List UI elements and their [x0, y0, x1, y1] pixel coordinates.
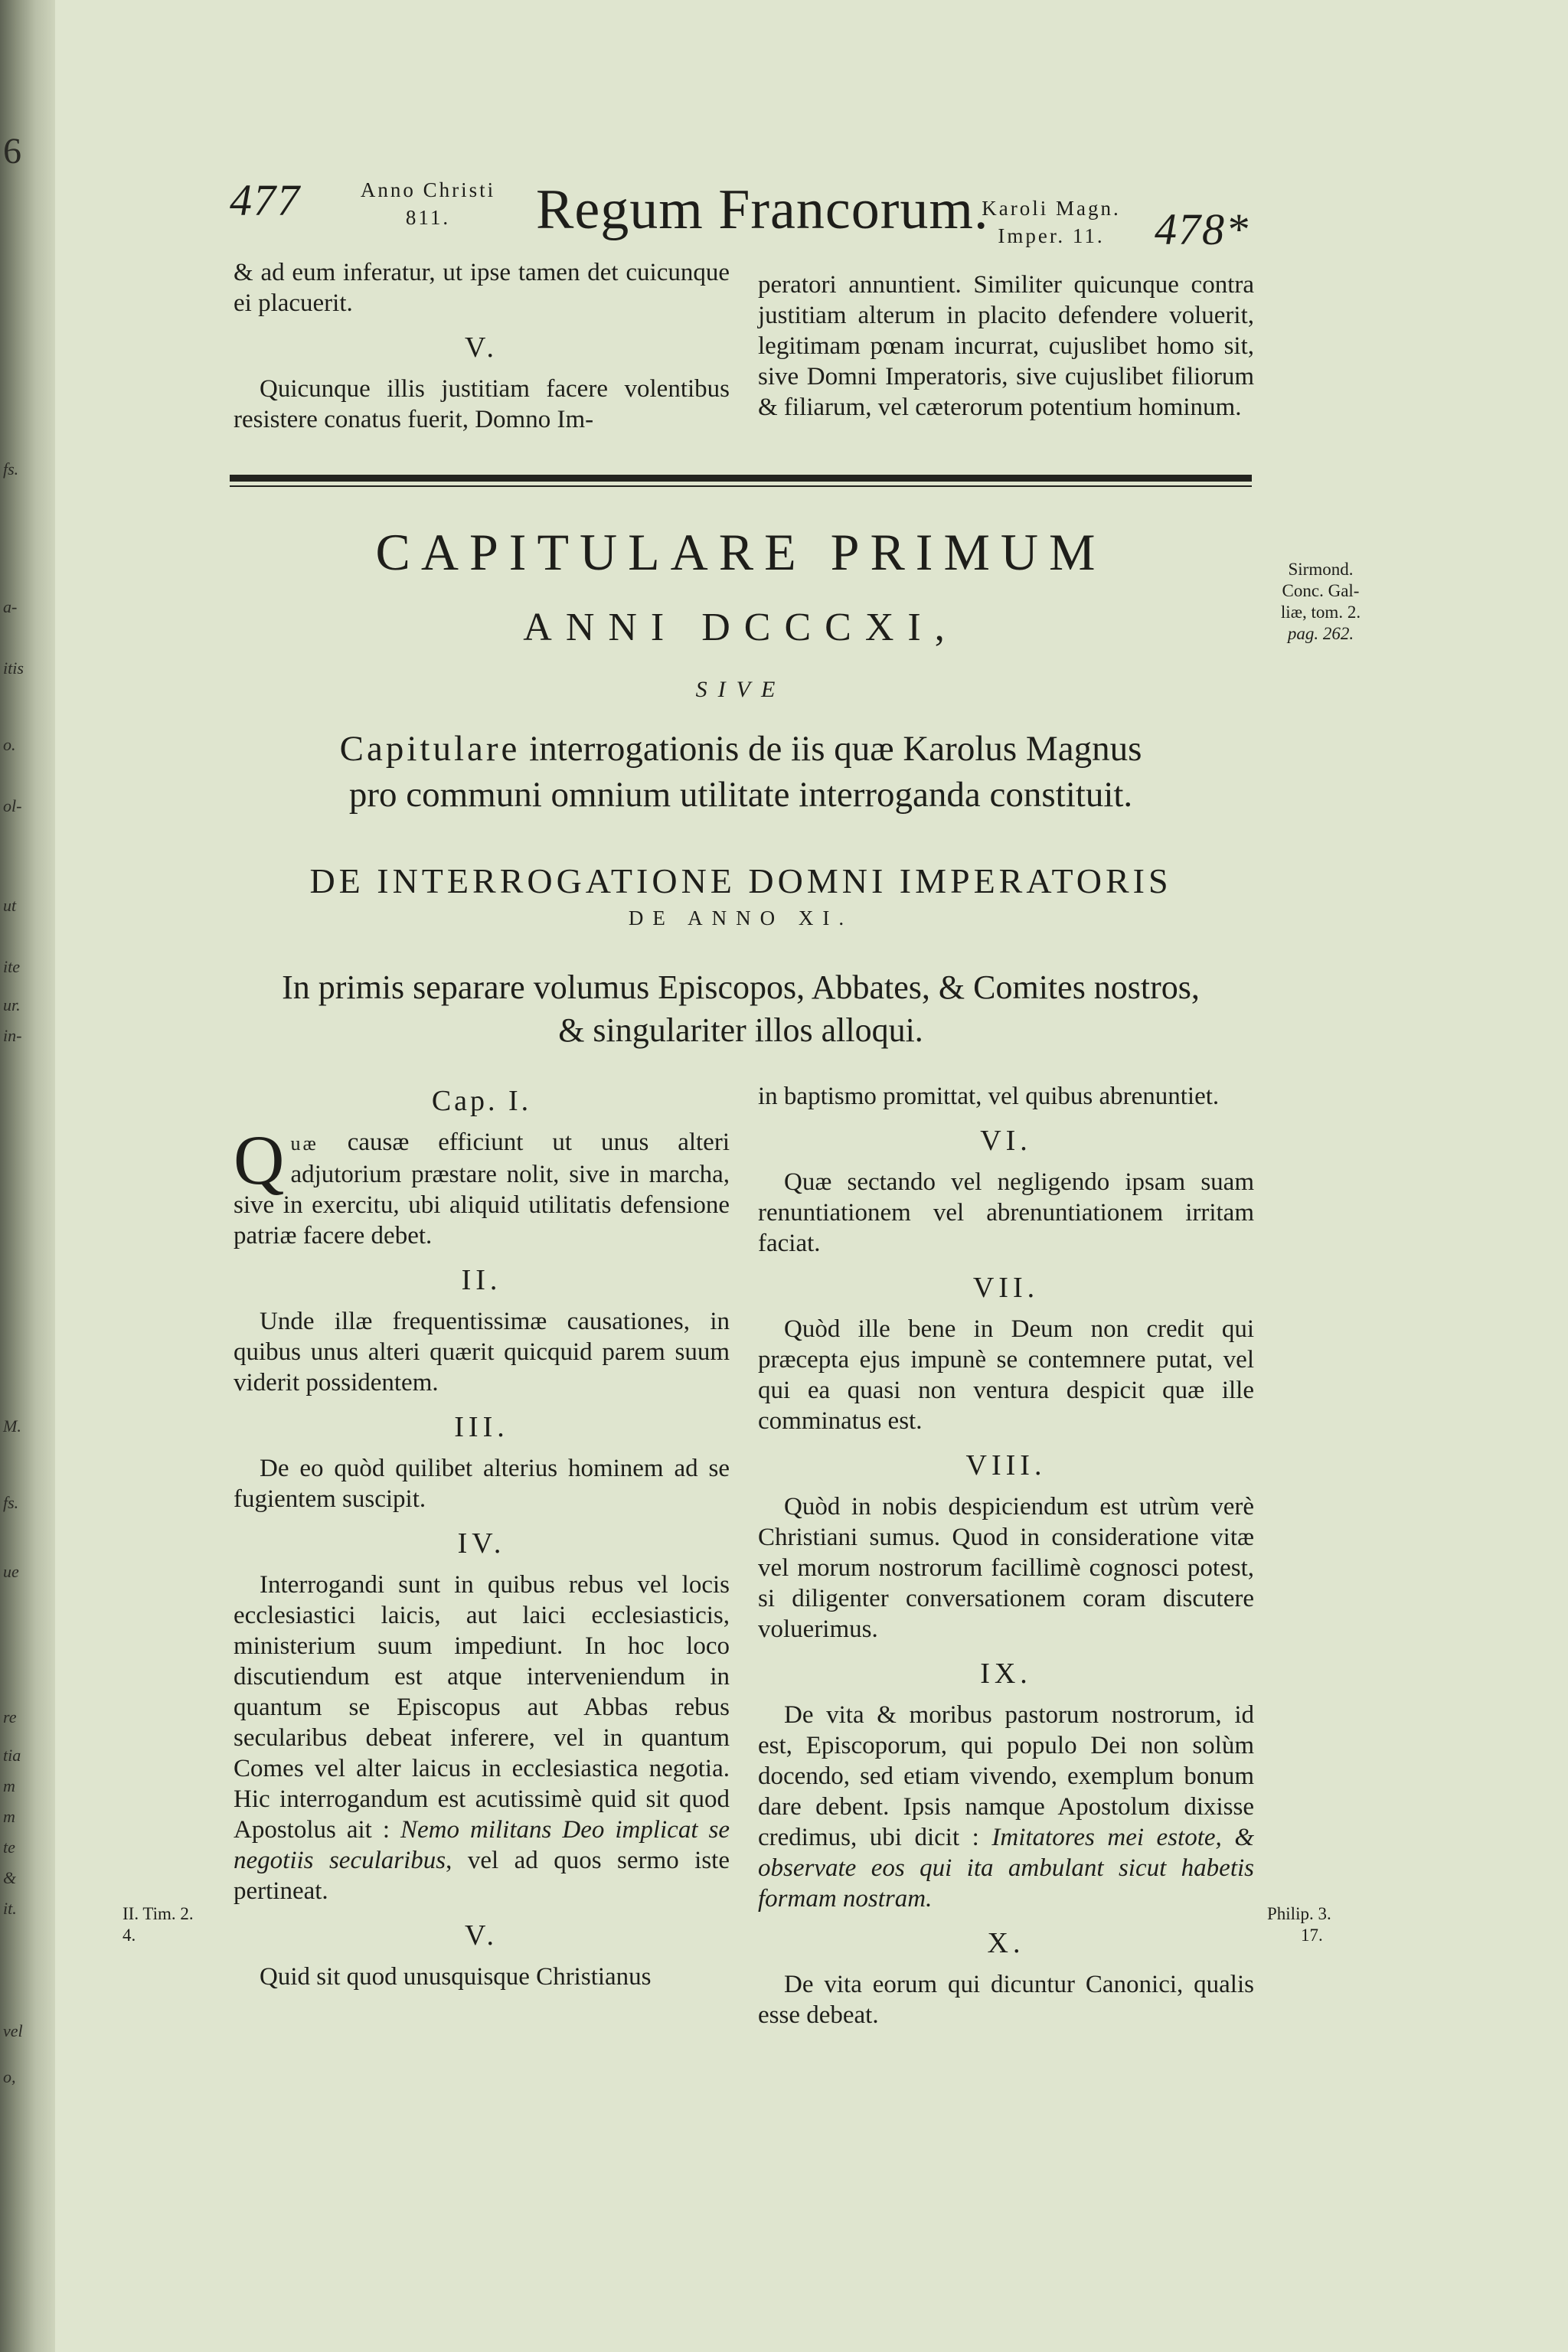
gutter-fragment: ut [3, 896, 17, 915]
cap-viii-para: Quòd in nobis despiciendum est utrùm verè Christiani sumus. Quod in consideratione vitæ vel morum nostrorum facillimè cognosci potest, si diligenter conversationem coram discutere voluerimus. [758, 1493, 1254, 1643]
anno-christi [332, 176, 524, 231]
cap-iv-end: , vel ad quos sermo iste pertineat. [234, 1847, 730, 1905]
gutter-fragment: vel [3, 2021, 23, 2040]
top-left-column [234, 257, 730, 435]
gutter-fragment: 6 [3, 131, 21, 172]
cap-viii-heading: VIII. [965, 1449, 1047, 1481]
page-gutter [0, 0, 55, 2352]
cap-iii-heading: III. [454, 1411, 509, 1443]
gutter-fragment: & [3, 1868, 17, 1887]
cap-ix-para [758, 1700, 1254, 1914]
cap-vii-para: Quòd ille bene in Deum non credit qui præcepta ejus impunè se contemnere putat, vel qui ea quasi non ventura despicit quæ ille comminatus est. [758, 1315, 1254, 1435]
cap-ix-text: De vita & moribus pastorum nostrorum, id est, Episcoporum, qui populo Dei non solùm docendo, sed etiam vivendo, exemplum bonum dare debent. Ipsis namque Apostolum dixisse credimus, ubi dicit : [758, 1701, 1254, 1851]
title-subtitle [230, 726, 1252, 818]
cap-iv-quote: Nemo militans Deo implicat se negotiis secularibus [234, 1816, 730, 1874]
de-interrogatione: DE INTERROGATIONE DOMNI IMPERATORIS [309, 861, 1172, 900]
de-anno: DE ANNO XI. [628, 906, 854, 929]
cap-v-para: Quid sit quod unusquisque Christianus [260, 1963, 652, 1991]
main-left-column [234, 1072, 730, 1992]
cap-vi-heading: VI. [980, 1125, 1032, 1157]
cap-vii-heading: VII. [972, 1272, 1040, 1304]
philip-line: Philip. 3. [1267, 1904, 1331, 1923]
intro [230, 966, 1252, 1052]
gutter-fragment: itis [3, 658, 24, 678]
gutter-fragment: in- [3, 1026, 22, 1045]
right-page-number: 478* [1155, 204, 1250, 254]
sirmond-line: pag. 262. [1287, 624, 1354, 643]
gutter-fragment: m [3, 1776, 15, 1795]
gutter-fragment: o, [3, 2067, 16, 2086]
margin-note-tim [122, 1903, 222, 1946]
cap-ix-heading: IX. [980, 1658, 1032, 1690]
gutter-fragment: ite [3, 957, 20, 976]
top-left-para2: Quicunque illis justitiam facere volentibus resistere conatus fuerit, Domno Im- [234, 375, 730, 433]
cap-i-para [234, 1121, 730, 1251]
sirmond-line: Sirmond. [1288, 560, 1354, 579]
emperor-line1: Karoli Magn. [982, 197, 1121, 220]
subtitle-cap: Capitulare [339, 729, 521, 769]
anno-line2: 811. [405, 206, 451, 229]
cap-iv-para [234, 1570, 730, 1906]
gutter-fragment: m [3, 1807, 15, 1826]
main-right-column [758, 1081, 1254, 2030]
divider-thin [230, 485, 1252, 487]
cap-vi-para: Quæ sectando vel negligendo ipsam suam renuntiationem vel abrenuntiationem irritam faciat. [758, 1168, 1254, 1257]
tim-line: 4. [122, 1926, 136, 1945]
margin-note-sirmond [1267, 559, 1374, 645]
cap-ii-para: Unde illæ frequentissimæ causationes, in quibus unus alteri quærit quicquid parem suum viderit possidentem. [234, 1308, 730, 1396]
sirmond-line: liæ, tom. 2. [1280, 603, 1361, 622]
gutter-fragment: te [3, 1838, 15, 1857]
cap-iv-heading: IV. [457, 1527, 506, 1560]
cap-x-heading: X. [987, 1927, 1025, 1959]
cap-ix-quote: Imitatores mei estote, & observate eos qui ita ambulant sicut habetis formam nostram. [758, 1824, 1254, 1913]
intro-line1: In primis separare volumus Episcopos, Abbates, & Comites nostros, [282, 969, 1200, 1006]
cap-i-text: causæ efficiunt ut unus alteri adjutorium præstare nolit, sive in marcha, sive in exercitu, ubi aliquid utilitatis defensione patriæ facere debet. [234, 1129, 730, 1250]
gutter-fragment: a- [3, 597, 18, 616]
gutter-fragment: ur. [3, 995, 21, 1014]
cap-v-heading: V. [464, 1919, 499, 1952]
gutter-fragment: fs. [3, 459, 19, 479]
cap-iii-para: De eo quòd quilibet alterius hominem ad se fugientem suscipit. [234, 1455, 730, 1513]
margin-note-philip [1267, 1903, 1367, 1946]
subtitle-rest: interrogationis de iis quæ Karolus Magnus [520, 729, 1142, 769]
anno-line1: Anno Christi [360, 178, 496, 201]
gutter-fragment: ol- [3, 796, 22, 815]
top-left-para1: & ad eum inferatur, ut ipse tamen det cuicunque ei placuerit. [234, 259, 730, 317]
cap-iv-text: Interrogandi sunt in quibus rebus vel locis ecclesiastici laicis, aut laici ecclesiasticis, ministerium suum impediunt. In hoc loco discutiendum est atque interveniendum in quantum se Episcopus aut Abbas rebus secularibus debeat inferere, vel in quantum Comes vel alter laicus in ecclesiastica negotia. Hic interrogandum est acutissimè quid sit quod Apostolus ait : [234, 1571, 730, 1844]
top-right-column [758, 270, 1254, 423]
title-line1: CAPITULARE PRIMUM [375, 523, 1106, 581]
gutter-fragment: re [3, 1707, 17, 1726]
emperor-year [956, 194, 1147, 250]
title-sive: SIVE [695, 677, 786, 702]
divider-thick [230, 475, 1252, 482]
cap-i-smallcaps: uæ [290, 1132, 318, 1155]
drop-cap-q: Q [234, 1121, 285, 1199]
cap-ii-heading: II. [461, 1264, 502, 1296]
top-left-heading: V. [464, 332, 499, 364]
gutter-fragment: o. [3, 735, 16, 754]
cap-x-para: De vita eorum qui dicuntur Canonici, qualis esse debeat. [758, 1971, 1254, 2029]
philip-line: 17. [1301, 1926, 1323, 1945]
gutter-fragment: tia [3, 1746, 21, 1765]
left-page-number: 477 [230, 175, 301, 225]
top-right-para: peratori annuntient. Similiter quicunque contra justitiam alterum in placito defendere voluerit, legitimam pœnam incurrat, cujuslibet homo sit, sive Domni Imperatoris, sive cujuslibet filiorum & filiarum, vel cæterorum potentium hominum. [758, 271, 1254, 421]
intro-line2: & singulariter illos alloqui. [558, 1011, 923, 1049]
subtitle-line1 [230, 726, 1252, 772]
cap-v-continued: in baptismo promittat, vel quibus abrenuntiet. [758, 1083, 1220, 1110]
cap-i-heading: Cap. I. [431, 1085, 532, 1117]
running-title: Regum Francorum. [536, 178, 989, 241]
tim-line: II. Tim. 2. [122, 1904, 194, 1923]
emperor-line2: Imper. 11. [998, 224, 1105, 247]
title-line2: ANNI DCCCXI, [523, 606, 959, 649]
gutter-fragment: M. [3, 1416, 21, 1436]
subtitle-line2: pro communi omnium utilitate interroganda constituit. [348, 775, 1133, 815]
gutter-fragment: fs. [3, 1493, 19, 1512]
gutter-fragment: it. [3, 1899, 17, 1918]
sirmond-line: Conc. Gal- [1282, 581, 1360, 600]
gutter-fragment: ue [3, 1562, 19, 1581]
